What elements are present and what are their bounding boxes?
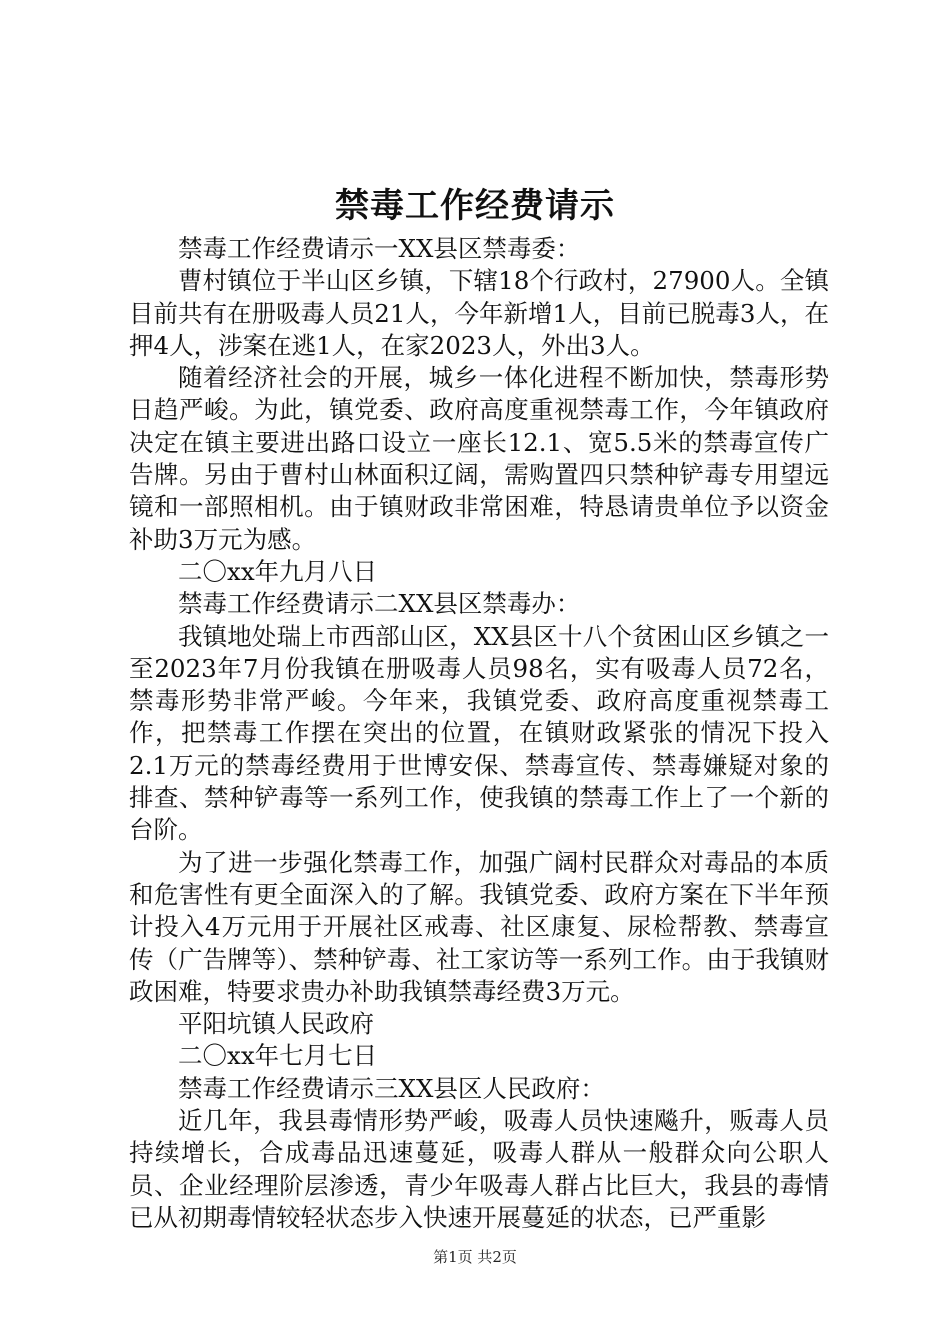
paragraph-salutation-2: 禁毒工作经费请示二XX县区禁毒办： bbox=[178, 589, 581, 619]
paragraph: 为了进一步强化禁毒工作，加强广阔村民群众对毒品的本质和危害性有更全面深入的了解。我镇党委、政府方案在下半年预计投入4万元用于开展社区戒毒、社区康复、尿检帮教、禁毒宣传（广告牌等）、禁种铲毒、社工家访等一系列工作。由于我镇财政困难，特要求贵办补助我镇禁毒经费3万元。 bbox=[129, 847, 829, 1006]
paragraph-date-1: 二〇xx年九月八日 bbox=[178, 556, 378, 586]
paragraph: 近几年，我县毒情形势严峻，吸毒人员快速飚升，贩毒人员持续增长，合成毒品迅速蔓延，吸毒人群从一般群众向公职人员、企业经理阶层渗透，青少年吸毒人群占比巨大，我县的毒情已从初期毒情较轻状态步入快速开展蔓延的状态，已严重影 bbox=[129, 1106, 829, 1232]
paragraph: 曹村镇位于半山区乡镇，下辖18个行政村，27900人。全镇目前共有在册吸毒人员21人，今年新增1人，目前已脱毒3人，在押4人，涉案在逃1人，在家2023人，外出3人。 bbox=[129, 266, 829, 360]
paragraph: 我镇地处瑞上市西部山区，XX县区十八个贫困山区乡镇之一至2023年7月份我镇在册吸毒人员98名，实有吸毒人员72名，禁毒形势非常严峻。今年来，我镇党委、政府高度重视禁毒工作，把禁毒工作摆在突出的位置，在镇财政紧张的情况下投入2.1万元的禁毒经费用于世博安保、禁毒宣传、禁毒嫌疑对象的排查、禁种铲毒等一系列工作，使我镇的禁毒工作上了一个新的台阶。 bbox=[129, 621, 829, 845]
paragraph: 随着经济社会的开展，城乡一体化进程不断加快，禁毒形势日趋严峻。为此，镇党委、政府高度重视禁毒工作，今年镇政府决定在镇主要进出路口设立一座长12.1、宽5.5米的禁毒宣传广告牌。另由于曹村山林面积辽阔，需购置四只禁种铲毒专用望远镜和一部照相机。由于镇财政非常困难，特恳请贵单位予以资金补助3万元为感。 bbox=[129, 363, 829, 554]
paragraph-signature: 平阳坑镇人民政府 bbox=[178, 1009, 374, 1039]
page-indicator: 第1页 共2页 bbox=[433, 1248, 517, 1266]
paragraph-date-2: 二〇xx年七月七日 bbox=[178, 1041, 378, 1071]
document-title: 禁毒工作经费请示 bbox=[335, 186, 615, 226]
document-body bbox=[129, 233, 829, 1234]
paragraph-salutation-1: 禁毒工作经费请示一XX县区禁毒委： bbox=[178, 234, 581, 263]
paragraph-salutation-3: 禁毒工作经费请示三XX县区人民政府： bbox=[178, 1073, 605, 1103]
